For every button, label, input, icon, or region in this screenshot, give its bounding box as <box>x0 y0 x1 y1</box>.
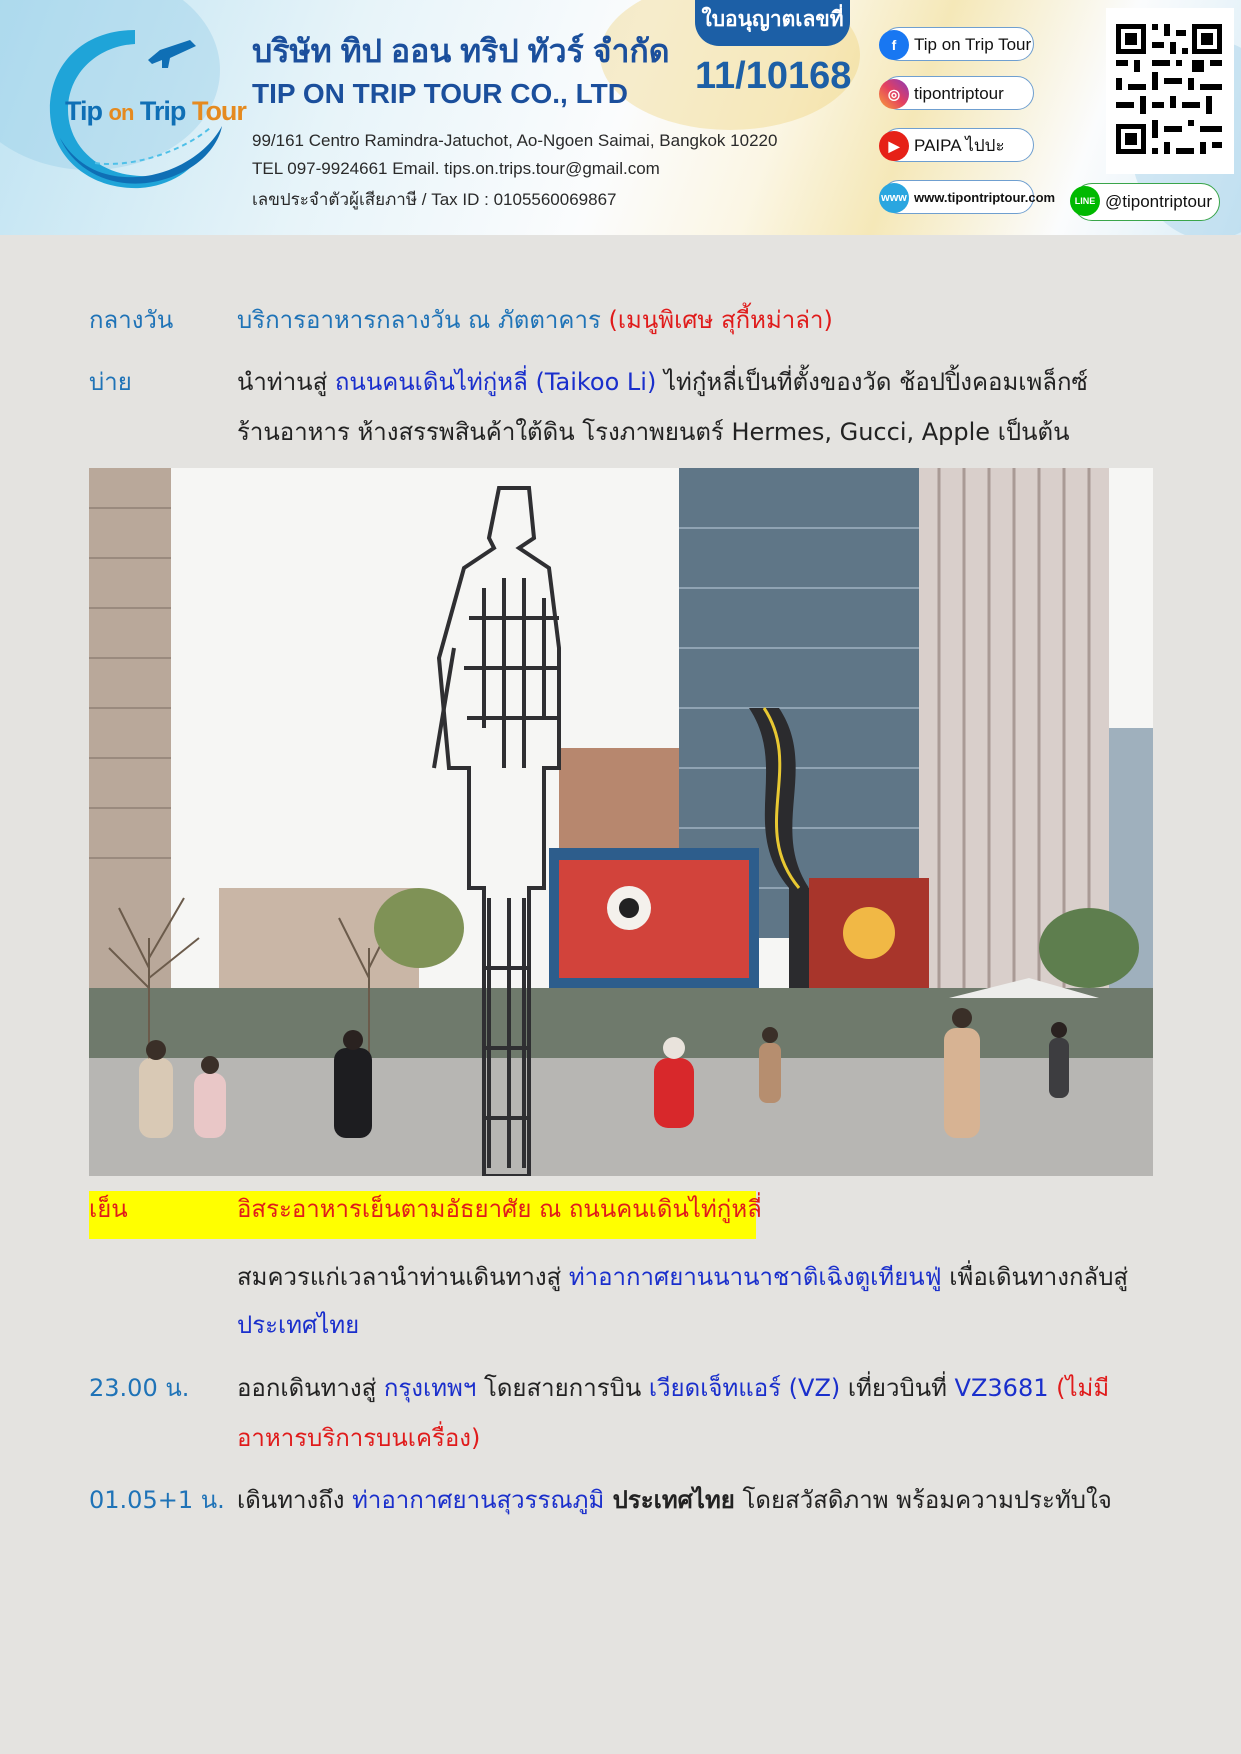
activity-text: อิสระอาหารเย็นตามอัธยาศัย ณ ถนนคนเดินไท่กู่หลี่ <box>237 1195 762 1223</box>
company-tax-id: เลขประจำตัวผู้เสียภาษี / Tax ID : 0105560069867 <box>252 190 617 209</box>
license-number: 11/10168 <box>695 55 852 97</box>
place-name: ถนนคนเดินไท่กู่หลี่ (Taikoo Li) <box>334 368 657 396</box>
activity-text: เดินทางถึง ท่าอากาศยานสุวรรณภูมิ ประเทศไทย โดยสวัสดิภาพ พร้อมความประทับใจ <box>237 1486 1112 1514</box>
meal-note: อาหารบริการบนเครื่อง) <box>237 1424 481 1452</box>
activity-text: นำท่านสู่ ถนนคนเดินไท่กู่หลี่ (Taikoo Li) ไท่กู๋หลี่เป็นที่ตั้งของวัด ช้อปปิ้งคอมเพล็กซ์ <box>237 368 1088 396</box>
website-label: www.tipontriptour.com <box>914 190 1056 205</box>
flight-number: VZ3681 <box>954 1374 1049 1402</box>
activity-text: บริการอาหารกลางวัน ณ ภัตตาคาร (เมนูพิเศษ สุกี้หม่าล่า) <box>237 306 833 334</box>
facebook-link[interactable] <box>882 27 1034 61</box>
qr-code-icon <box>1106 8 1234 174</box>
company-name-english: TIP ON TRIP TOUR CO., LTD <box>252 78 628 109</box>
company-name-thai: บริษัท ทิป ออน ทริป ทัวร์ จำกัด <box>252 33 670 69</box>
youtube-link[interactable] <box>882 128 1034 162</box>
activity-text: ออกเดินทางสู่ กรุงเทพฯ โดยสายการบิน เวียดเจ็ทแอร์ (VZ) เที่ยวบินที่ VZ3681 (ไม่มี <box>237 1374 1110 1402</box>
destination: กรุงเทพฯ <box>383 1374 477 1402</box>
instagram-icon: ◎ <box>879 79 909 109</box>
company-logo <box>40 18 246 203</box>
taikoo-li-street-image <box>89 468 1153 1176</box>
time-label: บ่าย <box>89 368 132 396</box>
letterhead <box>0 0 1241 235</box>
country-name: ประเทศไทย <box>237 1311 360 1339</box>
website-link[interactable] <box>881 180 1056 214</box>
youtube-label: PAIPA ไปปะ <box>914 136 1005 155</box>
qr-code[interactable] <box>1106 8 1234 174</box>
instagram-label: tipontriptour <box>914 84 1004 103</box>
special-menu: (เมนูพิเศษ สุกี้หม่าล่า) <box>608 306 833 334</box>
time-label: กลางวัน <box>89 306 174 334</box>
logo-text: Tip on Trip Tour <box>65 96 246 126</box>
company-address: 99/161 Centro Ramindra-Jatuchot, Ao-Ngoen Saimai, Bangkok 10220 <box>252 131 778 150</box>
time-label: 01.05+1 น. <box>89 1486 225 1514</box>
line-icon: LINE <box>1070 186 1100 216</box>
activity-text-line2: ร้านอาหาร ห้างสรรพสินค้าใต้ดิน โรงภาพยนตร์ Hermes, Gucci, Apple เป็นต้น <box>237 418 1070 446</box>
activity-text: สมควรแก่เวลานำท่านเดินทางสู่ ท่าอากาศยานนานาชาติเฉิงตูเทียนฟู่ เพื่อเดินทางกลับสู่ <box>237 1263 1129 1291</box>
instagram-link[interactable] <box>882 76 1034 110</box>
taikoo-li-photo <box>89 468 1153 1176</box>
facebook-label: Tip on Trip Tour <box>914 35 1032 54</box>
youtube-icon: ▶ <box>879 131 909 161</box>
airline-name: เวียดเจ็ทแอร์ (VZ) <box>648 1374 841 1402</box>
airport-name: ท่าอากาศยานสุวรรณภูมิ <box>352 1486 605 1514</box>
license-label: ใบอนุญาตเลขที่ <box>695 0 850 46</box>
airport-name: ท่าอากาศยานนานาชาติเฉิงตูเทียนฟู่ <box>568 1263 942 1291</box>
time-label: 23.00 น. <box>89 1374 190 1402</box>
line-label: @tipontriptour <box>1105 192 1213 211</box>
facebook-icon: f <box>879 30 909 60</box>
globe-icon: www <box>879 183 909 213</box>
line-link[interactable] <box>1073 183 1220 221</box>
company-contact: TEL 097-9924661 Email. tips.on.trips.tour@gmail.com <box>252 159 660 178</box>
time-label: เย็น <box>89 1195 128 1223</box>
country-name: ประเทศไทย <box>604 1486 735 1514</box>
